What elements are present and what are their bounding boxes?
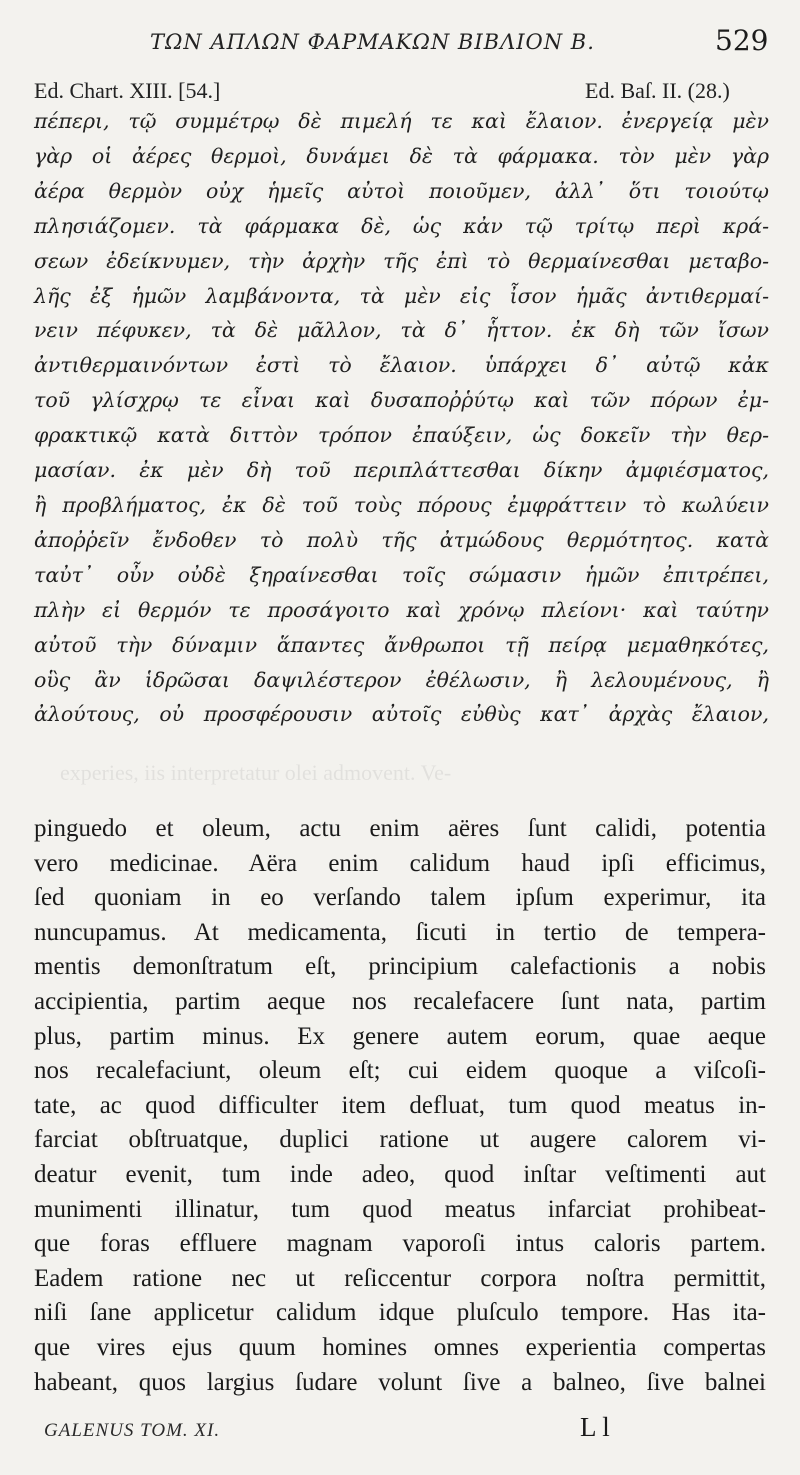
greek-text-line: λῆς ἐξ ἡμῶν λαμβάνοντα, τὰ μὲν εἰς ἶσον ἡμᾶς ἀντιθερμαί- [34,283,769,308]
latin-text-line: Eadem ratione nec ut reſiccentur corpora noſtra permittit, [34,1264,766,1292]
greek-text-line: πλησιάζομεν. τὰ φάρμακα δὲ, ὡς κἀν τῷ τρίτῳ περὶ κρά- [34,213,769,238]
latin-text-line: tate, ac quod difficulter item defluat, tum quod meatus in- [34,1091,766,1119]
greek-text-line: ταὐτ᾽ οὖν οὐδὲ ξηραίνεσθαι τοῖς σώμασιν ἡμῶν ἐπιτρέπει, [34,562,769,587]
latin-text-line: mentis demonſtratum eſt, principium calefactionis a nobis [34,953,766,981]
latin-text-line: accipientia, partim aeque nos recalefacere ſunt nata, partim [34,987,766,1015]
greek-text-line: ἀέρα θερμὸν οὐχ ἡμεῖς αὐτοὶ ποιοῦμεν, ἀλλ᾽ ὅτι τοιούτῳ [34,178,769,203]
greek-text-block [34,104,769,732]
latin-text-line: nuncupamus. At medicamenta, ſicuti in tertio de tempera- [34,918,766,946]
greek-text-line: τοῦ γλίσχρῳ τε εἶναι καὶ δυσαποῤῥύτῳ καὶ τῶν πόρων ἐμ- [34,388,769,413]
latin-text-block [34,812,766,1400]
latin-text-line: que foras effluere magnam vaporoſi intus caloris partem. [34,1230,766,1258]
latin-text-line: deatur evenit, tum inde adeo, quod inſtar veſtimenti aut [34,1160,766,1188]
greek-text-line: αὐτοῦ τὴν δύναμιν ἅπαντες ἄνθρωποι τῇ πείρᾳ μεμαθηκότες, [34,632,769,657]
latin-text-line: pinguedo et oleum, actu enim aëres ſunt calidi, potentia [34,815,766,842]
latin-text-line: niſi ſane applicetur calidum idque pluſculo tempore. Has ita- [34,1299,766,1327]
greek-text-line: ἢ προβλήματος, ἐκ δὲ τοῦ τοὺς πόρους ἐμφράττειν τὸ κωλύειν [34,492,769,517]
bleed-through-text: experies, iis interpretatur olei admovent. Ve- [60,760,452,785]
latin-text-line: habeant, quos largius ſudare volunt ſive a balneo, ſive balnei [34,1368,766,1396]
greek-text-line: μασίαν. ἐκ μὲν δὴ τοῦ περιπλάττεσθαι δίκην ἀμφιέσματος, [34,458,769,483]
signature-mark: GALENUS TOM. XI. [44,1420,221,1441]
page-number: 529 [715,24,769,57]
greek-text-line: σεων ἐδείκνυμεν, τὴν ἀρχὴν τῆς ἐπὶ τὸ θερμαίνεσθαι μεταβο- [34,248,769,273]
greek-text-line: γὰρ οἱ ἀέρες θερμοὶ, δυνάμει δὲ τὰ φάρμακα. τὸν μὲν γὰρ [34,143,769,168]
running-head: ΤΩΝ ΑΠΛΩΝ ΦΑΡΜΑΚΩΝ ΒΙΒΛΙΟΝ Β. [150,30,595,54]
latin-text-line: plus, partim minus. Ex genere autem eorum, quae aeque [34,1022,766,1050]
edition-chart-reference: Ed. Chart. XIII. [54.] [34,78,221,103]
greek-text-line: φρακτικῷ κατὰ διττὸν τρόπον ἐπαύξειν, ὡς δοκεῖν τὴν θερ- [34,423,769,448]
greek-text-line: ἀλούτους, οὐ προσφέρουσιν αὐτοῖς εὐθὺς κατ᾽ ἀρχὰς ἔλαιον, [34,702,769,727]
greek-text-line: πλὴν εἰ θερμόν τε προσάγοιτο καὶ χρόνῳ πλείονι· καὶ ταύτην [34,597,769,622]
greek-text-line: νειν πέφυκεν, τὰ δὲ μᾶλλον, τὰ δ᾽ ἧττον. ἐκ δὴ τῶν ἴσων [34,318,769,343]
greek-text-line: ἀντιθερμαινόντων ἐστὶ τὸ ἔλαιον. ὑπάρχει δ᾽ αὐτῷ κἀκ [34,353,769,378]
latin-text-line: vero medicinae. Aëra enim calidum haud ipſi efficimus, [34,849,766,877]
edition-basel-reference: Ed. Baſ. II. (28.) [585,78,730,103]
greek-text-line: ἀποῤῥεῖν ἔνδοθεν τὸ πολὺ τῆς ἀτμώδους θερμότητος. κατὰ [34,527,769,552]
gathering-mark: L l [580,1412,610,1442]
latin-text-line: farciat obſtruatque, duplici ratione ut augere calorem vi- [34,1126,766,1154]
greek-text-line: οὓς ἂν ἱδρῶσαι δαψιλέστερον ἐθέλωσιν, ἢ λελουμένους, ἢ [34,667,769,692]
greek-text-line: πέπερι, τῷ συμμέτρῳ δὲ πιμελή τε καὶ ἔλαιον. ἐνεργείᾳ μὲν [34,109,769,133]
latin-text-line: munimenti illinatur, tum quod meatus infarciat prohibeat- [34,1195,766,1223]
latin-text-line: nos recalefaciunt, oleum eſt; cui eidem quoque a viſcoſi- [34,1057,766,1085]
latin-text-line: ſed quoniam in eo verſando talem ipſum experimur, ita [34,884,766,912]
latin-text-line: que vires ejus quum homines omnes experientia compertas [34,1333,766,1361]
